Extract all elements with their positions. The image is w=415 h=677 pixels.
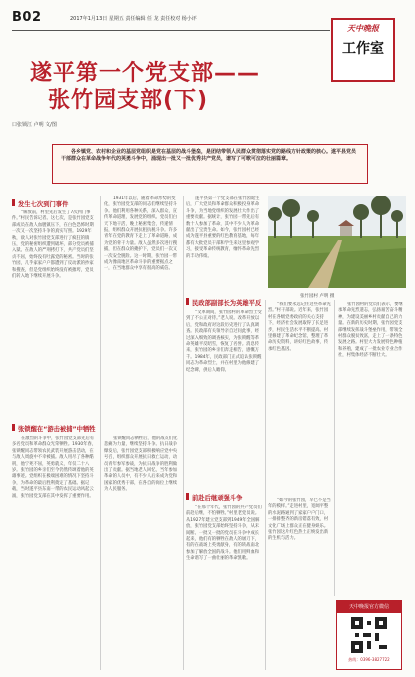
- column-4-text: [268, 302, 332, 494]
- section-title-1: 发生七次到门事件: [18, 201, 69, 208]
- headline-line-2: 张竹园支部(下): [48, 88, 209, 113]
- qr-code-icon: [351, 617, 387, 653]
- section-marker-1: [12, 199, 15, 206]
- column-2b-text: [104, 436, 180, 670]
- column-3b-text: [186, 505, 262, 670]
- page-code: B02: [12, 10, 42, 25]
- body-paragraph: “在那个年代，张竹园的共产党员们前赴后继，不怕牺牲。”村里老党员说。从1927年建立党支部到1949年全国解放，张竹园党支部始终坚持斗争，从未间断。一批又一批的党员在斗争中成长起来，他们有的牺牲在敌人的屠刀下，有的在战场上英勇献身，有的转战南北参加了解放全国的战斗。他们用鲜血和生命谱写了一曲壮丽的革命凯歌。: [186, 505, 262, 562]
- photo-caption: 张竹园村 卢明 摄: [300, 294, 335, 299]
- page-info: 2017年1月13日 星期五 责任编辑 任 龙 责任校对 杨小评: [70, 16, 197, 22]
- column-3-top-text: [186, 196, 262, 294]
- masthead-box: [331, 18, 395, 82]
- field-photo-image: [268, 196, 406, 288]
- section-title-4: 前赴后继顽强斗争: [192, 495, 243, 502]
- header-rule: [12, 30, 330, 31]
- section-title-2: 张锁醒在“游击被捕”中牺牲: [18, 426, 96, 433]
- body-paragraph: “文革期间，张竹园村的革命烈士受到了不公正对待。”老人说。改革开放以后，党和政府对这段历史进行了认真调查。民政部有关领导亲自过问此事，经过深入细致的调查核实，为张锁醒等革命英雄平反昭雪，恢复了名誉。消息传来，张竹园的乡亲们奔走相告，感慨万千。1984年，民政部门正式追认张锁醒同志为革命烈士，并在村里为他修建了纪念碑，供后人瞻仰。: [186, 310, 262, 373]
- summary-box: [52, 144, 368, 184]
- wechat-promo-box: [336, 600, 402, 670]
- masthead-brand: 天中晚报: [347, 24, 379, 33]
- body-paragraph: 张锁醒同志牺牲后，他的战友们化悲痛为力量，继续坚持斗争。抗日战争爆发后，张竹园党支部积极响应党中央号召，组织群众开展抗日救亡运动，动员青年参军参战，为抗日战争的胜利做出了贡献。据当地老人回忆，当年参加革命的人员中，有不少人后来成为党和国家的优秀干部，在各自的岗位上继续为人民服务。: [104, 436, 178, 493]
- column-3-text: [186, 310, 262, 490]
- body-paragraph: 在激烈的斗争中，张竹园党支部先后有多名党员和革命群众光荣牺牲。1930年春，张锁醒同志带领农民武装开展游击活动，在与敌人周旋中不幸被捕。敌人用尽了各种酷刑，他宁死不屈，英勇就义，年仅二十八岁。张竹园的乡亲们至今仍然传颂着他的英雄事迹。党组织在极端困难的情况下坚持斗争，为革命的最后胜利奠定了基础。据记载，当时遂平县东南一带的农民运动风起云涌，张竹园党支部在其中发挥了重要作用。: [12, 436, 96, 499]
- column-5-text: [338, 302, 404, 594]
- headline-line-1: 遂平第一个党支部——: [30, 61, 261, 86]
- body-paragraph: “我们要永远记住这些革命先烈。”村干部说。近年来，张竹园村在各级党委政府的关心支持下，经济社会发展取得了长足进步，村民生活水平不断提高。村里修建了革命纪念馆，整理了革命历史资料，讲好红色故事，传承红色基因。: [268, 302, 331, 352]
- section-marker-2: [12, 424, 15, 431]
- section-marker-3: [186, 298, 189, 305]
- column-divider: [265, 300, 266, 670]
- masthead-section: 工作室: [342, 41, 384, 57]
- promo-heading: 天中晚报官方微信: [337, 601, 401, 613]
- column-1-text: [12, 210, 96, 420]
- byline: 口张锁江 卢明 文/图: [12, 122, 57, 128]
- body-paragraph: 遂平县第一个党支部在张竹园诞生后，广大党员和革命群众积极投身革命斗争，为当地党组织的发展壮大作出了重要贡献。据统计，张竹园一带先后有数十人参加了革命，其中不少人为革命献出了宝贵生命。如今，张竹园村已经成为遂平县重要的红色教育基地，每年都有大批党员干部和学生来这里参观学习，接受革命传统教育，缅怀革命先烈的丰功伟绩。: [186, 196, 260, 259]
- body-paragraph: 张竹园村的党员们表示，要继承革命先烈遗志，弘扬艰苦奋斗精神，为建设美丽乡村贡献自己的力量。在新的历史时期，张竹园党支部继续发挥战斗堡垒作用，带领全村群众脱贫致富，走上了一条特色发展之路。村里大力发展特色种植和养殖，建成了一批农业专业合作社，村集体经济不断壮大。: [338, 302, 403, 359]
- body-paragraph: 1931年以后，随着革命形势的变化，张竹园党支部的同志们继续坚持斗争。他们利用各种关系，深入群众，宣传革命道理，发展党的组织。党员们白天下地干活，晚上秘密集会，传递情报，组织群众开展抗租抗税斗争。许多青年在党的教育下走上了革命道路，成为党的骨干力量。敌人虽然多次进行搜捕，但在群众的掩护下，党员们一次又一次安全脱险。这一时期，张竹园一带成为豫南地区革命斗争的重要据点之一，在当地群众中享有很高的威信。: [104, 196, 178, 272]
- page-header: [12, 8, 317, 30]
- section-marker-4: [186, 493, 189, 500]
- summary-text: 各乡镇党、农村和企业的基层党组织是党在基层的战斗堡垒，是团结带领人民群众贯彻落实党的路线方针政策的核心。遂平县党员干部群众在革命战争年代的英勇斗争中，涌现出一批又一批优秀共产党员，谱写了可歌可泣的壮丽篇章。: [61, 149, 357, 162]
- headline: [30, 60, 260, 114]
- column-4b-text: [268, 498, 332, 670]
- section-title-3: 民政部副部长为英雄平反: [192, 300, 262, 307]
- field-photo: [268, 196, 406, 288]
- body-paragraph: “解放前，村里先后发生了7次到门事件。”村民告诉记者。这七次，是张竹园党支部成员在敌人血腥镇压下，在白色恐怖时期一次又一次坚持斗争的真实写照。1929年秋，敌人对张竹园党支部进行了疯狂的镇压，党的秘密组织遭到破坏，部分党员被捕入狱。在敌人的严刑拷打下，共产党员们坚贞不屈，始终没有吐露党的秘密。当时的张竹园，几乎家家户户都遭到了反动派的抄家和搜查，但是党组织始终没有被摧垮，党员们转入地下继续开展斗争。: [12, 210, 94, 280]
- body-paragraph: “如今的张竹园，早已不是当年的模样。”走进村里，宽阔平整的水泥路通到了家家户户门口，一排排整齐的新房错落有致，村文化广场上群众正在健身娱乐。张竹园这片红色热土正焕发出新的生机与活力。: [268, 498, 331, 542]
- column-2-text: [104, 196, 180, 432]
- column-divider: [183, 196, 184, 670]
- promo-hotline: 热线：0396-3827722: [348, 657, 390, 662]
- column-1b-text: [12, 436, 96, 670]
- column-divider: [100, 196, 101, 670]
- column-divider: [334, 300, 335, 596]
